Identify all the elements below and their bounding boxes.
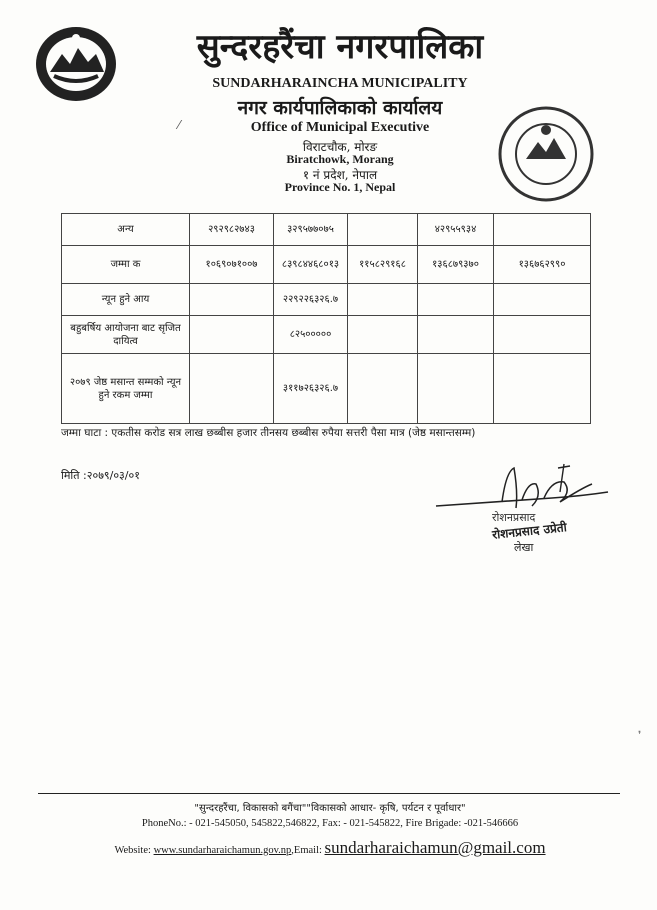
footer-contact [60,838,600,858]
footer-slogan: "सुन्दरहरैंचा, विकासको बगैंचा""विकासको आधार- कृषि, पर्यटन र पूर्वाधार" [194,803,466,814]
website-label: Website: [114,845,151,856]
province-nepali: १ नं प्रदेश, नेपाल [302,168,378,182]
table-cell: १३६७६२९९० [494,246,591,284]
table-cell [494,284,591,316]
table-cell: ३११७२६३२६.७ [274,354,348,424]
table-cell [190,284,274,316]
row-label: अन्य [62,214,190,246]
table-cell: २९२९८२७४३ [190,214,274,246]
table-cell [494,214,591,246]
province-english: Province No. 1, Nepal [284,180,396,194]
place-english: Biratchowk, Morang [286,152,394,166]
title-english: SUNDARHARAINCHA MUNICIPALITY [212,76,468,91]
table-cell: ८२५००००० [274,316,348,354]
table-cell: ३२९५७७०७५ [274,214,348,246]
table-cell [348,284,418,316]
signatory-name: रोशनप्रसाद [492,511,536,524]
stamp-role: लेखा [514,541,534,554]
table-cell [348,214,418,246]
office-english: Office of Municipal Executive [250,120,430,135]
table-cell [494,316,591,354]
row-label: बहुबर्षिय आयोजना बाट सृजित दायित्व [62,316,190,354]
title-nepali: सुन्दरहरैंचा नगरपालिका [196,27,484,67]
table-cell: ८३९८४४६८०१३ [274,246,348,284]
table-cell: १०६९०७१००७ [190,246,274,284]
office-seal-icon [496,104,596,204]
table-row [62,354,591,424]
email-label: ,Email: [291,845,322,856]
table-cell [494,354,591,424]
row-label: न्यून हुने आय [62,284,190,316]
name-stamp: रोशनप्रसाद उप्रेती [491,520,568,542]
document-date: मिति :२०७९/०३/०१ [61,469,140,482]
table-row [62,284,591,316]
table-cell: २२९२२६३२६.७ [274,284,348,316]
table-row [62,214,591,246]
table-cell: ११५८२९१६८ [348,246,418,284]
table-row [62,246,591,284]
municipality-logo [34,24,118,104]
website-link[interactable]: www.sundarharaichamun.gov.np [153,845,292,856]
table-cell [418,316,494,354]
footer-divider [38,793,620,794]
table-cell: ४२९५५९३४ [418,214,494,246]
email-link[interactable]: sundarharaichamun@gmail.com [324,838,546,857]
table-row [62,316,591,354]
table-cell [190,316,274,354]
deficit-summary: जम्मा घाटा : एकतीस करोड सत्र लाख छब्बीस हजार तीनसय छब्बीस रुपैया सत्तरी पैसा मात्र (जेष्ठ मसान्तसम्म) [61,427,476,439]
table-cell: १३६८७९३७० [418,246,494,284]
pen-mark-icon: ⁄ [178,118,181,132]
row-label: जम्मा क [62,246,190,284]
budget-table [61,213,591,424]
table-cell [418,354,494,424]
table-cell [348,316,418,354]
margin-mark-icon: ❜ [638,730,642,741]
footer-phone: PhoneNo.: - 021-545050, 545822,546822, Fax: - 021-545822, Fire Brigade: -021-546666 [141,818,519,829]
table-cell [190,354,274,424]
office-nepali: नगर कार्यपालिकाको कार्यालय [237,97,443,119]
table-cell [418,284,494,316]
table-cell [348,354,418,424]
row-label: २०७९ जेष्ठ मसान्त सम्मको न्यून हुने रकम जम्मा [62,354,190,424]
place-nepali: विराटचौक, मोरङ [302,140,378,154]
